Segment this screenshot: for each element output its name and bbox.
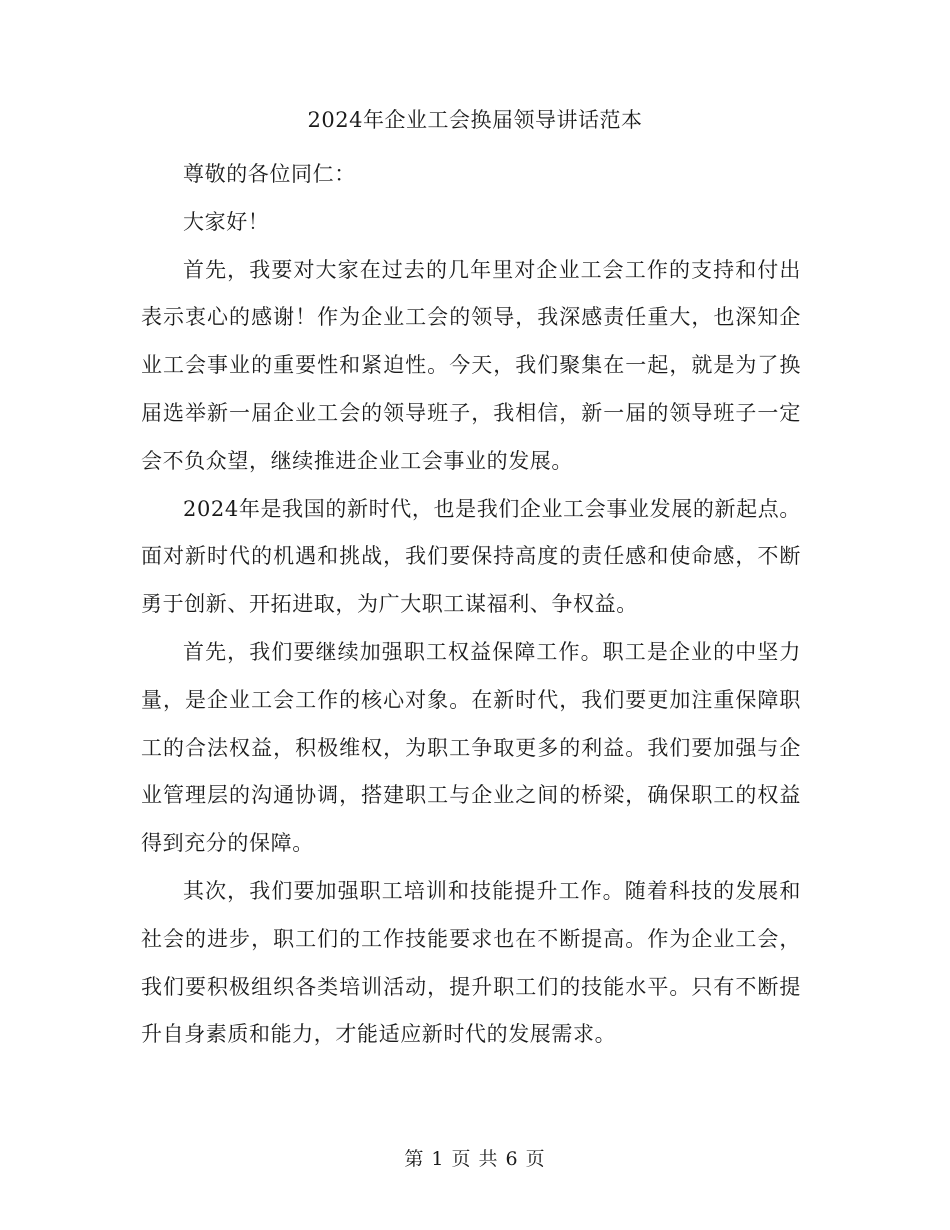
paragraph: 首先，我要对大家在过去的几年里对企业工会工作的支持和付出表示衷心的感谢！作为企业工会的领导，我深感责任重大，也深知企业工会事业的重要性和紧迫性。今天，我们聚集在一起，就是为了换届选举新一届企业工会的领导班子，我相信，新一届的领导班子一定会不负众望，继续推进企业工会事业的发展。 <box>141 257 801 473</box>
document-title: 2024年企业工会换届领导讲话范本 <box>307 108 643 132</box>
document-body <box>141 151 801 1059</box>
salutation: 尊敬的各位同仁： <box>183 162 356 186</box>
paragraph: 其次，我们要加强职工培训和技能提升工作。随着科技的发展和社会的进步，职工们的工作技能要求也在不断提高。作为企业工会，我们要积极组织各类培训活动，提升职工们的技能水平。只有不断提升自身素质和能力，才能适应新时代的发展需求。 <box>141 878 801 1047</box>
page-number: 第 1 页 共 6 页 <box>404 1148 546 1170</box>
greeting: 大家好！ <box>183 209 270 234</box>
paragraph: 2024年是我国的新时代，也是我们企业工会事业发展的新起点。面对新时代的机遇和挑战，我们要保持高度的责任感和使命感，不断勇于创新、开拓进取，为广大职工谋福利、争权益。 <box>141 496 801 617</box>
paragraph: 首先，我们要继续加强职工权益保障工作。职工是企业的中坚力量，是企业工会工作的核心对象。在新时代，我们要更加注重保障职工的合法权益，积极维权，为职工争取更多的利益。我们要加强与企业管理层的沟通协调，搭建职工与企业之间的桥梁，确保职工的权益得到充分的保障。 <box>141 639 801 856</box>
